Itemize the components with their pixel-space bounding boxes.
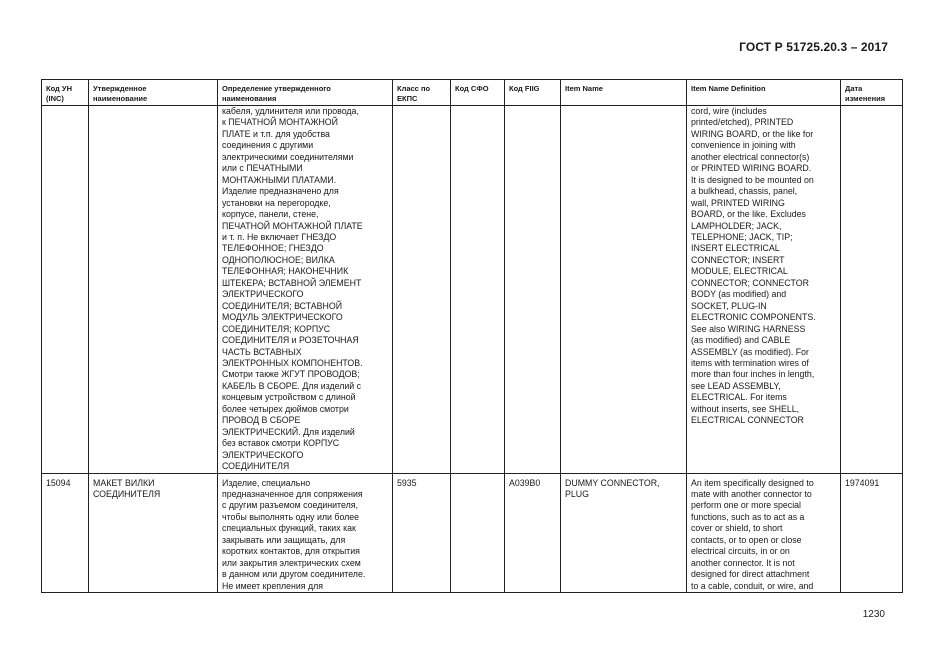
col-header-item-name-definition: Item Name Definition (687, 80, 841, 106)
col-header-sfo-code: Код СФО (451, 80, 505, 106)
cell-sfo-code (451, 106, 505, 474)
col-header-change-date: Дата изменения (841, 80, 903, 106)
cell-approved-name: МАКЕТ ВИЛКИ СОЕДИНИТЕЛЯ (89, 473, 218, 593)
catalog-table (41, 79, 903, 593)
col-header-ekps-class: Класс по ЕКПС (393, 80, 451, 106)
cell-ekps-class: 5935 (393, 473, 451, 593)
table-row (42, 106, 903, 474)
table-row (42, 473, 903, 593)
col-header-definition: Определение утвержденного наименования (218, 80, 393, 106)
document-standard-header: ГОСТ Р 51725.20.3 – 2017 (739, 40, 888, 54)
page-number: 1230 (862, 609, 885, 620)
cell-definition-ru: кабеля, удлинителя или провода, к ПЕЧАТНОЙ МОНТАЖНОЙ ПЛАТЕ и т.п. для удобства соединения с другими электрическими соединителями или с ПЕЧАТНЫМИ МОНТАЖНЫМИ ПЛАТАМИ. Изделие предназначено для установки на перегородке, корпусе, панели, стене, ПЕЧАТНОЙ МОНТАЖНОЙ ПЛАТЕ и т. п. Не включает ГНЕЗДО ТЕЛЕФОННОЕ; ГНЕЗДО ОДНОПОЛЮСНОЕ; ВИЛКА ТЕЛЕФОННАЯ; НАКОНЕЧНИК ШТЕКЕРА; ВСТАВНОЙ ЭЛЕМЕНТ ЭЛЕКТРИЧЕСКОГО СОЕДИНИТЕЛЯ; ВСТАВНОЙ МОДУЛЬ ЭЛЕКТРИЧЕСКОГО СОЕДИНИТЕЛЯ; КОРПУС СОЕДИНИТЕЛЯ и РОЗЕТОЧНАЯ ЧАСТЬ ВСТАВНЫХ ЭЛЕКТРОННЫХ КОМПОНЕНТОВ. Смотри также ЖГУТ ПРОВОДОВ; КАБЕЛЬ В СБОРЕ. Для изделий с концевым устройством с длиной более четырех дюймов смотри ПРОВОД В СБОРЕ ЭЛЕКТРИЧЕСКИЙ. Для изделий без вставок смотри КОРПУС ЭЛЕКТРИЧЕСКОГО СОЕДИНИТЕЛЯ (218, 106, 393, 474)
cell-approved-name (89, 106, 218, 474)
cell-inc: 15094 (42, 473, 89, 593)
cell-item-name: DUMMY CONNECTOR, PLUG (561, 473, 687, 593)
cell-item-name (561, 106, 687, 474)
cell-change-date: 1974091 (841, 473, 903, 593)
cell-sfo-code (451, 473, 505, 593)
col-header-fiig-code: Код FIIG (505, 80, 561, 106)
col-header-approved-name: Утвержденное наименование (89, 80, 218, 106)
cell-definition-ru: Изделие, специально предназначенное для сопряжения с другим разъемом соединителя, чтобы выполнять одну или более специальных функций, таких как закрывать или защищать, для коротких контактов, для открытия или закрытия электрических схем в данном или другом соединителе. Не имеет крепления для (218, 473, 393, 593)
cell-item-name-definition: cord, wire (includes printed/etched), PRINTED WIRING BOARD, or the like for convenience in joining with another electrical connector(s) or PRINTED WIRING BOARD. It is designed to be mounted on a bulkhead, chassis, panel, wall, PRINTED WIRING BOARD, or the like. Excludes LAMPHOLDER; JACK, TELEPHONE; JACK, TIP; INSERT ELECTRICAL CONNECTOR; INSERT MODULE, ELECTRICAL CONNECTOR; CONNECTOR BODY (as modified) and SOCKET, PLUG-IN ELECTRONIC COMPONENTS. See also WIRING HARNESS (as modified) and CABLE ASSEMBLY (as modified). For items with termination wires of more than four inches in length, see LEAD ASSEMBLY, ELECTRICAL. For items without inserts, see SHELL, ELECTRICAL CONNECTOR (687, 106, 841, 474)
table-header-row (42, 80, 903, 106)
col-header-item-name: Item Name (561, 80, 687, 106)
cell-item-name-definition: An item specifically designed to mate with another connector to perform one or more special functions, such as to act as a cover or shield, to short contacts, or to open or close electrical circuits, in or on another connector. It is not designed for direct attachment to a cable, conduit, or wire, and (687, 473, 841, 593)
cell-inc (42, 106, 89, 474)
cell-ekps-class (393, 106, 451, 474)
col-header-inc: Код УН (INC) (42, 80, 89, 106)
cell-change-date (841, 106, 903, 474)
cell-fiig-code: A039B0 (505, 473, 561, 593)
cell-fiig-code (505, 106, 561, 474)
